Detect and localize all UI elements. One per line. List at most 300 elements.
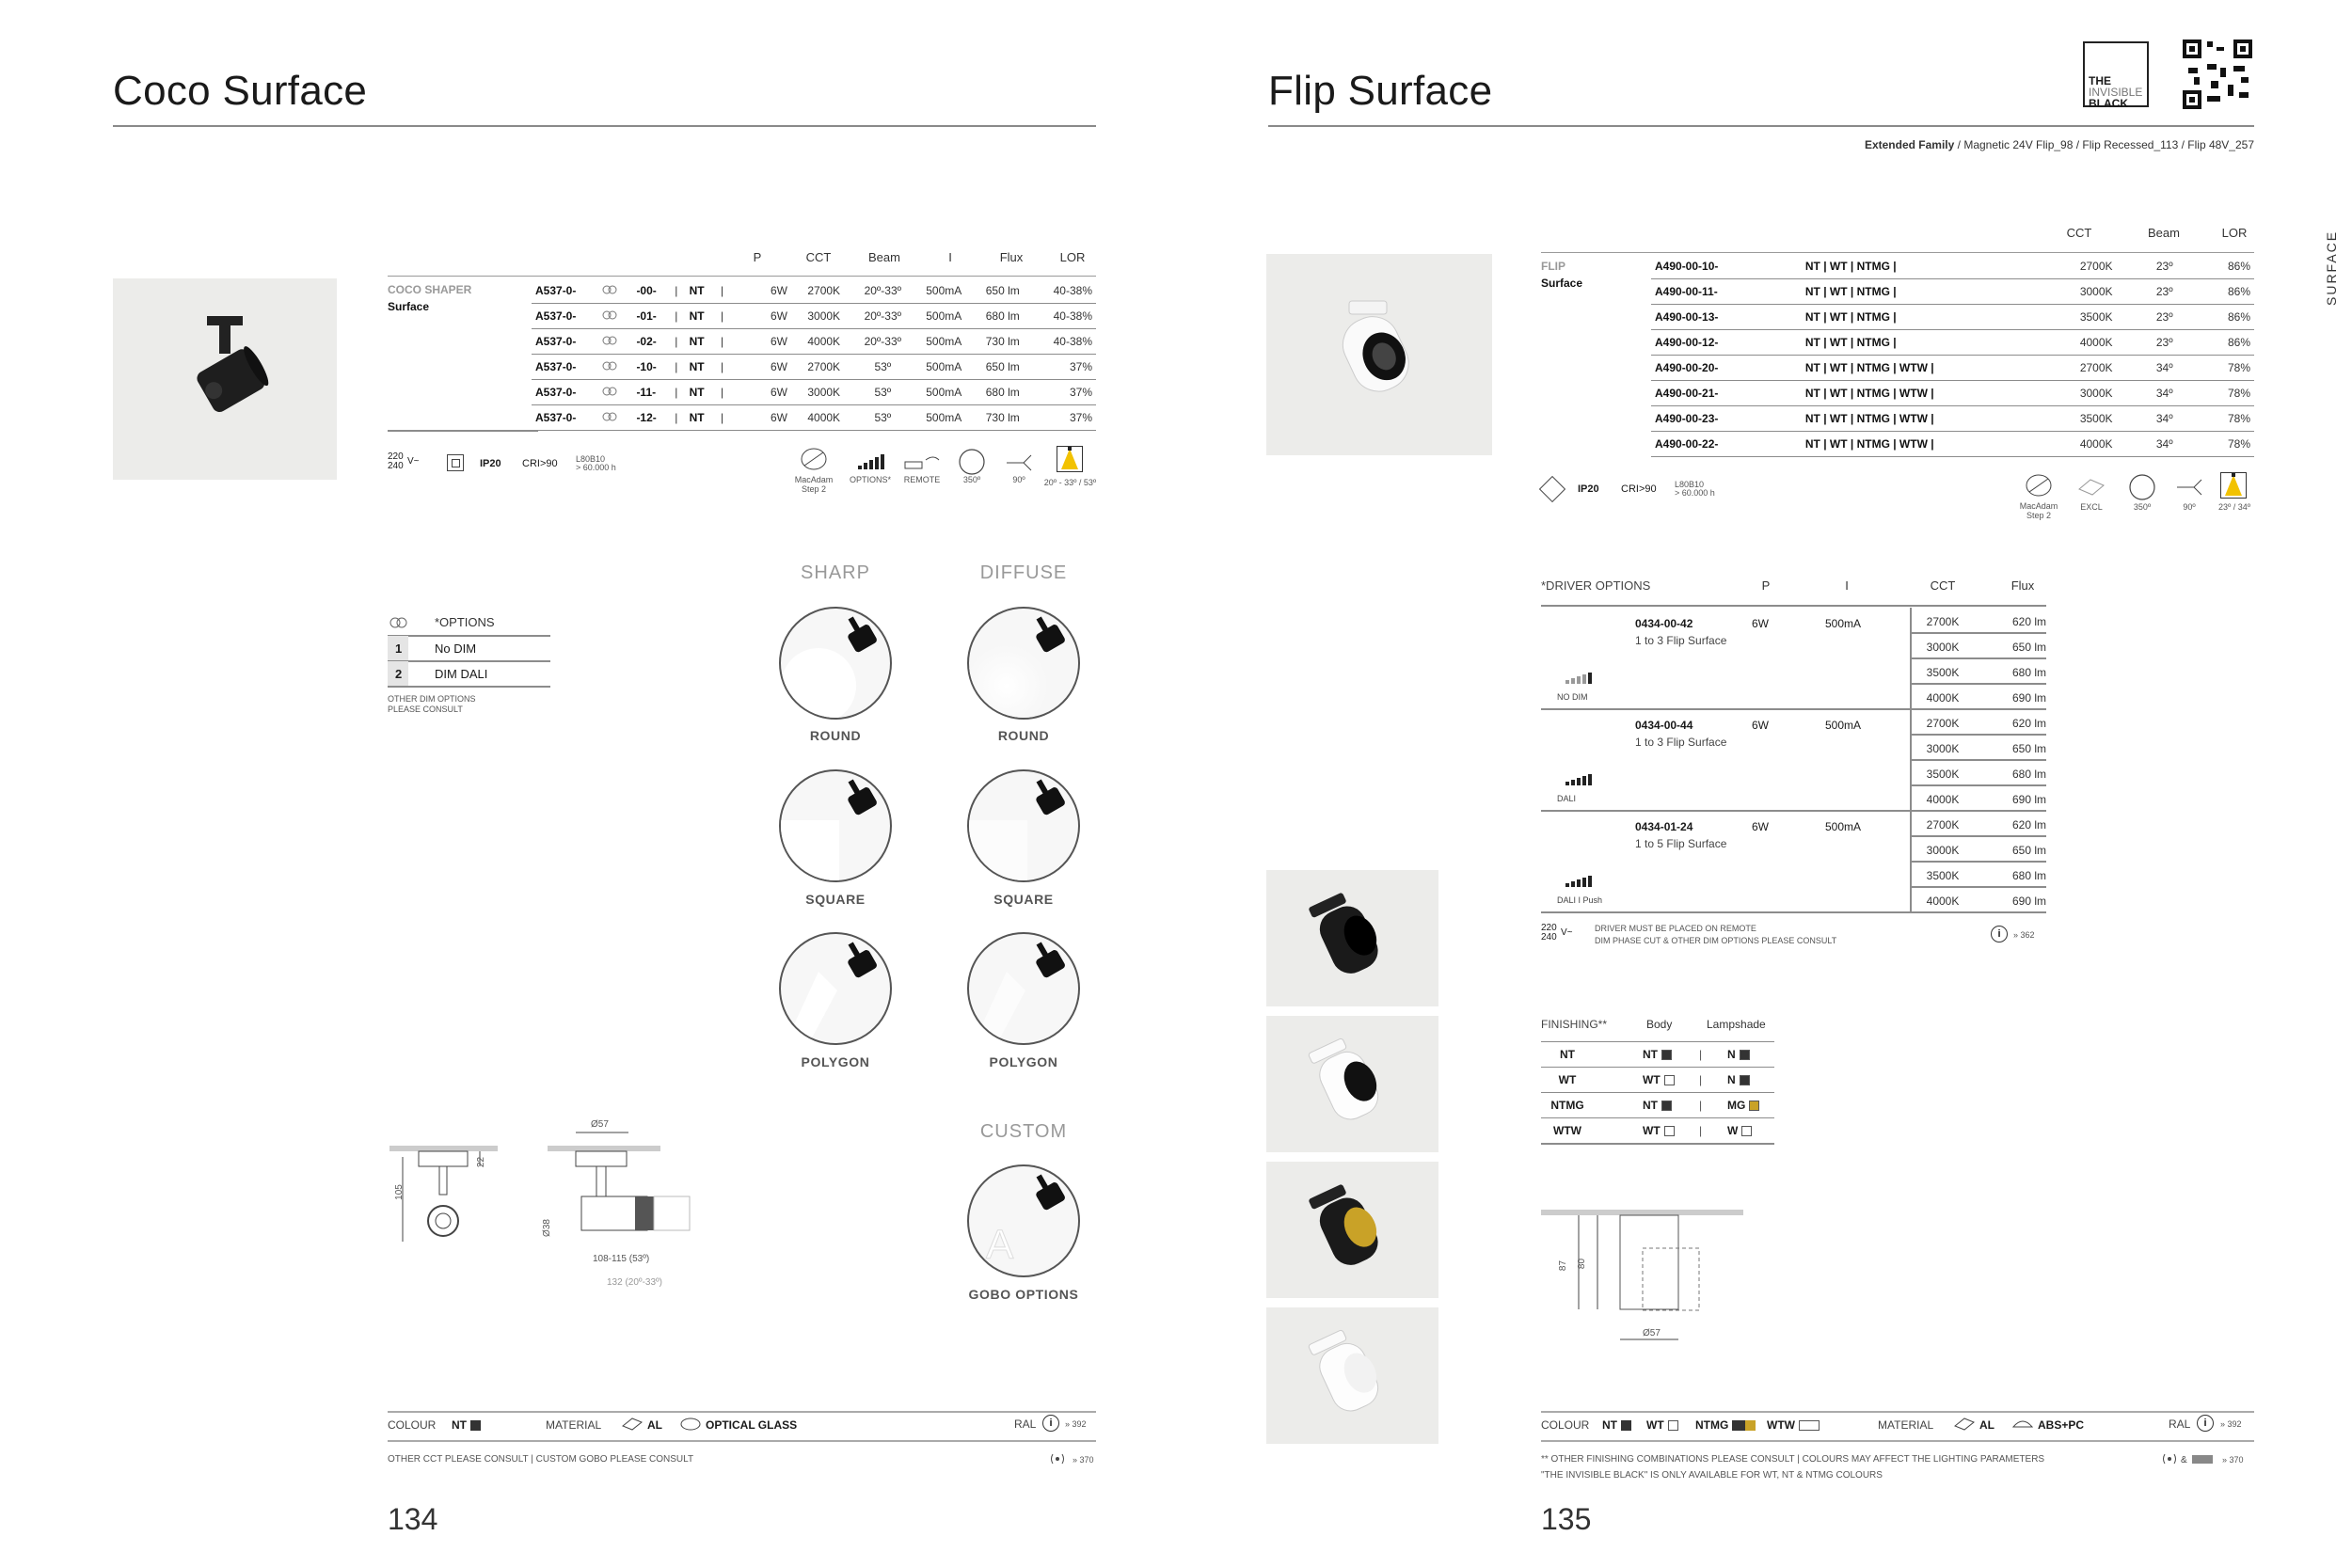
driver-cct: 2700K [1926,615,1960,628]
driver-flux: 620 lm [2011,717,2046,730]
colour-label: COLOUR [1541,1418,1590,1432]
driver-desc: 1 to 3 Flip Surface [1635,634,1727,647]
col-header-cct: CCT [2066,226,2092,240]
options-label: OPTIONS* [849,475,891,484]
page-title: Flip Surface [1268,68,1493,114]
ntmg-swatch-shade [1745,1420,1756,1431]
coco-front-drawing [546,1129,706,1246]
product-sub: Surface [1541,277,1583,290]
separator: | [717,355,762,380]
finish-body-label: NT [1643,1048,1658,1061]
aluminium-icon [621,1417,644,1436]
ref-370: » 370 [2222,1455,2244,1465]
separator: | [671,380,685,405]
options-icon [389,616,408,633]
driver-row-rule [1910,632,2046,634]
cct: 4000K [796,329,851,355]
square-label: SQUARE [993,892,1054,907]
header-rule [388,276,1096,277]
beam: 20º-33º [851,304,914,329]
product-code: A537-0- [532,380,598,405]
lifetime [576,455,616,472]
product-sub: Surface [388,300,430,313]
excl-label: EXCL [2080,502,2103,512]
signal-icon [2160,1452,2217,1470]
col-header-beam: Beam [868,250,900,264]
driver-current: 500mA [1825,820,1862,833]
family-link[interactable]: Magnetic 24V Flip_98 [1963,138,2074,151]
dim-bars-icon [1565,672,1592,689]
dim-80: 80 [1577,1258,1588,1270]
table-row [532,329,1096,355]
driver-col-cct: CCT [1930,578,1956,593]
table-row [532,278,1096,304]
option-code: -12- [632,405,671,431]
finish-code: NT [686,380,717,405]
driver-code: 0434-00-44 [1635,719,1693,732]
cct: 3000K [796,304,851,329]
col-header-lor: LOR [2221,226,2248,240]
dim-22: 22 [476,1156,487,1168]
cct: 4000K [2054,330,2139,356]
driver-row-rule [1910,759,2046,761]
ral-ref: » 392 [2220,1419,2242,1429]
gobo-options-label: GOBO OPTIONS [968,1287,1079,1302]
tilt-90-label: 90º [2183,502,2196,512]
table-row [1651,432,2254,457]
cct: 2700K [796,355,851,380]
lifetime [1675,481,1715,498]
product-code: A490-00-20- [1651,356,1802,381]
beam: 20º-33º [851,329,914,355]
beam: 23º [2138,305,2190,330]
diffuse-polygon-beam [967,932,1080,1045]
options-note-2: PLEASE CONSULT [388,705,463,714]
cct: 4000K [796,405,851,431]
class-ii-icon [447,454,464,471]
footer-mid-rule [1541,1440,2254,1442]
current: 500mA [914,304,974,329]
cct: 3000K [796,380,851,405]
glass-icon [679,1417,702,1436]
beam: 23º [2138,254,2190,279]
volt-unit: V~ [1561,927,1573,938]
remote-icon [903,454,941,476]
table-row [1651,330,2254,356]
finish-body [1643,1099,1672,1112]
finishing-header: FINISHING** [1541,1018,1608,1031]
finish-body-label: WT [1643,1073,1661,1086]
current: 500mA [914,380,974,405]
shade-swatch [1740,1075,1750,1085]
flux: 680 lm [974,380,1031,405]
page-number: 134 [388,1502,438,1536]
lor: 78% [2190,356,2254,381]
rotation-350-label: 350º [2133,502,2152,512]
current: 500mA [914,405,974,431]
option-code: -01- [632,304,671,329]
cct: 3500K [2054,305,2139,330]
option-code: -11- [632,380,671,405]
power: 6W [762,329,796,355]
dim-105: 105 [393,1184,405,1200]
round-label: ROUND [809,728,862,743]
aluminium-icon [1953,1417,1976,1436]
lor: 86% [2190,279,2254,305]
colour-wt-label: WT [1646,1418,1664,1432]
lor: 37% [1031,380,1096,405]
finish-shade [1727,1073,1750,1086]
excl-icon [2077,478,2106,501]
col-header-lor: LOR [1059,250,1086,264]
finish-name: WTW [1553,1124,1581,1137]
volt-top: 220 [1541,923,1557,933]
title-rule [1268,125,2254,127]
cct: 2700K [2054,356,2139,381]
class-iii-icon [1539,476,1565,502]
option-label: No DIM [435,641,477,656]
round-label: ROUND [997,728,1050,743]
finish-shade-label: MG [1727,1099,1746,1112]
separator: | [671,355,685,380]
finish-shade [1727,1048,1750,1061]
driver-flux: 680 lm [2011,768,2046,781]
product-code: A537-0- [532,329,598,355]
driver-power: 6W [1752,719,1769,732]
driver-col-rule [1910,608,1912,709]
driver-flux: 690 lm [2011,793,2046,806]
footer-top-rule [1541,1411,2254,1413]
macadam-icon [800,447,828,476]
beam: 34º [2138,381,2190,406]
driver-flux: 690 lm [2011,691,2046,705]
separator: | [717,405,762,431]
life-top: L80B10 [1675,480,1705,489]
driver-desc: 1 to 3 Flip Surface [1635,736,1727,749]
table-row [1651,381,2254,406]
page-number: 135 [1541,1502,1592,1536]
info-icon[interactable]: i [2197,1415,2214,1432]
diffuse-round-beam [967,607,1080,720]
finishing-row [1541,1117,1774,1144]
finish-photo-wt [1266,1016,1438,1152]
options-note-1: OTHER DIM OPTIONS [388,694,476,704]
dim-type-label: NO DIM [1557,692,1588,702]
ref-370: » 370 [1073,1455,1094,1465]
product-code: A490-00-12- [1651,330,1802,356]
driver-row-rule [1910,657,2046,659]
product-code: A490-00-11- [1651,279,1802,305]
table-row [1651,305,2254,330]
driver-cct: 3000K [1926,742,1960,755]
voltage [388,452,404,471]
col-header-p: P [753,250,762,264]
beam: 53º [851,355,914,380]
square-label: SQUARE [805,892,866,907]
lor: 78% [2190,406,2254,432]
finish-body [1643,1048,1672,1061]
voltage [1541,924,1557,942]
options-rule-3 [388,686,550,688]
driver-row-rule [1910,784,2046,786]
ral-ref: » 392 [1065,1419,1087,1429]
driver-col-rule [1910,709,1912,811]
separator: | [717,304,762,329]
diffuse-caption: DIFFUSE [979,562,1068,583]
lor: 78% [2190,381,2254,406]
driver-col-flux: Flux [2010,578,2035,593]
macadam-icon [2025,473,2053,502]
footer-mid-rule [388,1440,1096,1442]
finish-name: WT [1558,1073,1577,1086]
footer-top-rule [388,1411,1096,1413]
dim-bars-icon [1565,875,1592,892]
finish-code: NT [686,278,717,304]
info-icon[interactable]: i [1042,1415,1059,1432]
finish-body [1643,1124,1675,1137]
nt-swatch [470,1420,481,1431]
flux: 730 lm [974,329,1031,355]
product-code: A490-00-13- [1651,305,1802,330]
product-photo [1266,254,1492,455]
product-name: COCO SHAPER [388,283,472,296]
driver-cct: 3500K [1926,666,1960,679]
power: 6W [762,304,796,329]
driver-row-rule [1910,683,2046,685]
option-icon [598,380,632,405]
logo-line-2: INVISIBLE [2089,86,2143,99]
colour-wtw-label: WTW [1767,1418,1795,1432]
ip-rating: IP20 [480,458,501,469]
col-header-cct: CCT [805,250,832,264]
coco-spot-image [113,278,337,480]
colour-wtw [1767,1418,1820,1432]
product-code: A537-0- [532,355,598,380]
finishing-row [1541,1041,1774,1068]
flux: 730 lm [974,405,1031,431]
driver-flux: 650 lm [2011,641,2046,654]
material-al: AL [1979,1418,1994,1432]
macadam-label: MacAdam Step 2 [794,475,834,494]
shade-swatch [1749,1101,1759,1111]
cct: 3000K [2054,381,2139,406]
volt-bottom: 240 [388,461,404,471]
body-swatch [1661,1101,1672,1111]
finish-separator: | [1699,1048,1703,1061]
cct: 2700K [2054,254,2139,279]
ral-label: RAL [2169,1418,2191,1431]
shade-swatch [1740,1050,1750,1060]
colour-nt [452,1418,481,1432]
driver-desc: 1 to 5 Flip Surface [1635,837,1727,850]
polygon-label: POLYGON [989,1054,1058,1069]
options-rule-1 [388,635,550,637]
qr-code[interactable] [2183,40,2252,109]
driver-group-rule [1541,810,2046,812]
lor: 40-38% [1031,329,1096,355]
product-code: A490-00-22- [1651,432,1802,457]
driver-flux: 620 lm [2011,615,2046,628]
driver-row-rule [1910,835,2046,837]
col-header-beam: Beam [2148,226,2180,240]
material-abs-pc: ABS+PC [2038,1418,2085,1432]
colour-wt [1646,1418,1678,1432]
driver-cct: 3000K [1926,844,1960,857]
beam-angle-label: 20º - 33º / 53º [1043,478,1097,487]
body-swatch [1664,1126,1675,1136]
option-code: -00- [632,278,671,304]
driver-group-rule [1541,911,2046,913]
body-swatch [1664,1075,1675,1085]
lor: 40-38% [1031,278,1096,304]
body-swatch [1661,1050,1672,1060]
finish-code: NT [686,329,717,355]
dim-d38: Ø38 [541,1219,552,1237]
beam: 34º [2138,356,2190,381]
logo-line-3: BLACK [2089,97,2128,110]
driver-group-rule [1541,708,2046,710]
flux: 650 lm [974,355,1031,380]
ral-label: RAL [1014,1418,1037,1431]
page-title: Coco Surface [113,68,368,114]
svg-text:A: A [986,1222,1014,1268]
rotation-350-label: 350º [962,475,981,484]
cct: 3000K [2054,279,2139,305]
invisible-black-logo [2083,41,2149,110]
product-code: A537-0- [532,278,598,304]
lor: 37% [1031,355,1096,380]
driver-cct: 2700K [1926,818,1960,832]
table-row [1651,406,2254,432]
dim-length-53: 108-115 (53º) [593,1254,650,1264]
finish-separator: | [1699,1073,1703,1086]
driver-flux: 680 lm [2011,666,2046,679]
option-code: -10- [632,355,671,380]
info-icon[interactable]: i [1991,926,2008,942]
cri: CRI>90 [522,458,558,469]
material-label: MATERIAL [546,1418,602,1432]
driver-power: 6W [1752,617,1769,630]
dim-bars-icon [1565,773,1592,790]
driver-cct: 3500K [1926,768,1960,781]
driver-cct: 4000K [1926,895,1960,908]
driver-current: 500mA [1825,719,1862,732]
colour-nt-label: NT [1602,1418,1617,1432]
colour-ntmg [1695,1418,1756,1432]
custom-gobo-beam [967,1164,1080,1277]
power: 6W [762,355,796,380]
finish-shade-label: N [1727,1073,1736,1086]
footer-note-1: ** OTHER FINISHING COMBINATIONS PLEASE CONSULT | COLOURS MAY AFFECT THE LIGHTING PARAMETERS [1541,1454,2045,1465]
volt-top: 220 [388,451,404,462]
dim-bars-icon [856,454,884,474]
volt-bottom: 240 [1541,932,1557,942]
table-row [532,355,1096,380]
ip-rating: IP20 [1578,483,1599,495]
driver-header: *DRIVER OPTIONS [1541,578,1651,593]
finish-codes: NT | WT | NTMG | [1802,254,2054,279]
power: 6W [762,278,796,304]
shade-swatch [1741,1126,1752,1136]
separator: | [671,329,685,355]
wt-swatch [1668,1420,1678,1431]
flux: 650 lm [974,278,1031,304]
driver-col-i: I [1845,578,1849,593]
family-link[interactable]: Flip 48V_257 [2187,138,2254,151]
product-code: A490-00-23- [1651,406,1802,432]
option-num: 1 [395,641,403,656]
sharp-caption: SHARP [801,562,870,583]
footer-note: OTHER CCT PLEASE CONSULT | CUSTOM GOBO PLEASE CONSULT [388,1454,694,1465]
beam-angle-icon [2220,472,2247,499]
driver-col-rule [1910,811,1912,912]
tilt-90-icon [2175,476,2203,501]
sharp-polygon-beam [779,932,892,1045]
dim-87: 87 [1558,1259,1569,1272]
finish-codes: NT | WT | NTMG | WTW | [1802,432,2054,457]
options-header: *OPTIONS [435,615,495,629]
diffuse-square-beam [967,769,1080,882]
family-links: Extended Family / Magnetic 24V Flip_98 / Flip Recessed_113 / Flip 48V_257 [1864,138,2254,151]
table-row [1651,356,2254,381]
driver-col-p: P [1761,578,1771,593]
separator: | [671,405,685,431]
macadam-label: MacAdam Step 2 [2019,501,2058,520]
product-code: A490-00-10- [1651,254,1802,279]
finish-shade [1727,1124,1752,1137]
finish-codes: NT | WT | NTMG | WTW | [1802,381,2054,406]
finish-body-label: WT [1643,1124,1661,1137]
finish-body [1643,1073,1675,1086]
finish-code: NT [686,304,717,329]
separator: | [717,278,762,304]
finish-photo-nt [1266,870,1438,1006]
beam: 34º [2138,432,2190,457]
logo-line-1: THE [2089,74,2111,87]
driver-power: 6W [1752,820,1769,833]
life-bottom: > 60.000 h [1675,488,1715,498]
finish-body-label: NT [1643,1099,1658,1112]
col-header-i: I [948,250,952,264]
material-glass: OPTICAL GLASS [706,1418,798,1432]
driver-cct: 4000K [1926,691,1960,705]
ntmg-swatch-body [1732,1420,1745,1431]
product-code: A537-0- [532,304,598,329]
driver-code: 0434-01-24 [1635,820,1693,833]
table-row [532,304,1096,329]
table-bottom-rule [388,430,538,432]
finish-shade-label: N [1727,1048,1736,1061]
finishing-col-lampshade: Lampshade [1707,1018,1766,1031]
driver-cct: 3500K [1926,869,1960,882]
driver-cct: 4000K [1926,793,1960,806]
beam: 20º-33º [851,278,914,304]
cct: 4000K [2054,432,2139,457]
tilt-90-label: 90º [1012,475,1025,484]
options-rule-2 [388,660,550,662]
finishing-row [1541,1067,1774,1093]
driver-flux: 650 lm [2011,844,2046,857]
beam-angle-icon [1057,446,1083,472]
finish-codes: NT | WT | NTMG | [1802,305,2054,330]
dim-d57: Ø57 [1643,1328,1661,1338]
family-link[interactable]: Flip Recessed_113 [2082,138,2179,151]
side-tab[interactable]: SURFACE [2324,230,2339,306]
finish-shade-label: W [1727,1124,1739,1137]
colour-ntmg-label: NTMG [1695,1418,1729,1432]
option-icon [598,278,632,304]
beam-angle-label: 23º / 34º [2217,502,2251,512]
